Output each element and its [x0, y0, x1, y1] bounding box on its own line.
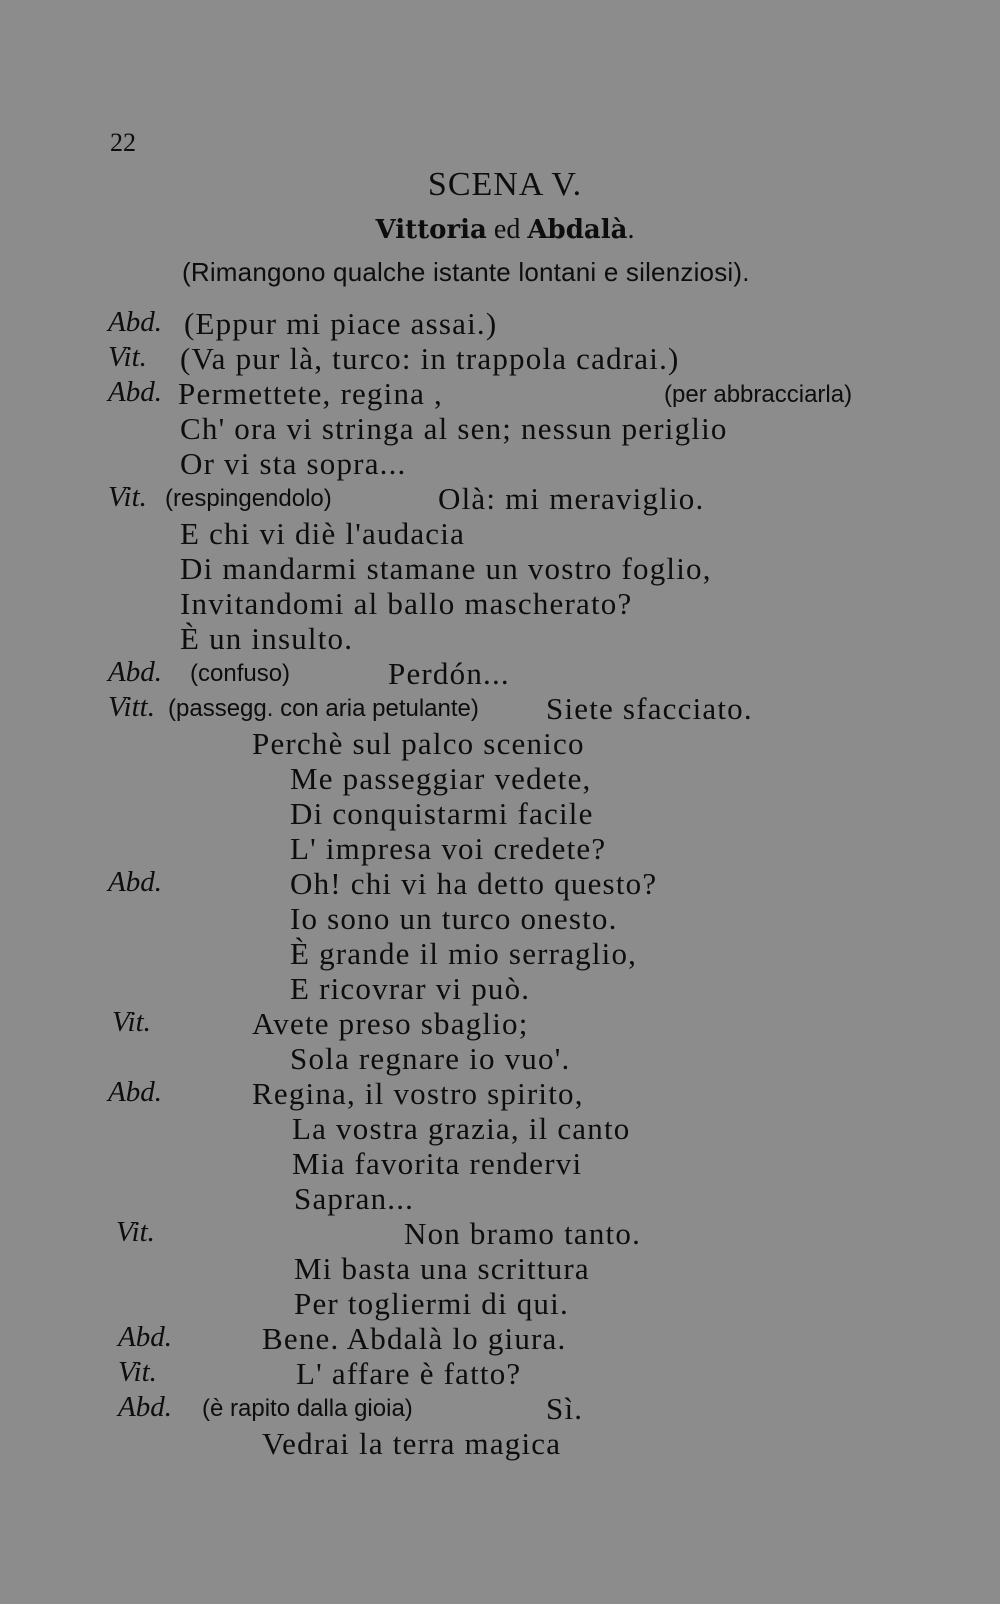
- stage-direction-inline: (respingendolo): [165, 485, 332, 512]
- verse-line: Invitandomi al ballo mascherato?: [180, 586, 633, 621]
- speaker: Vit.: [108, 481, 147, 513]
- verse-line: E ricovrar vi può.: [290, 971, 531, 1006]
- speaker: Abd.: [108, 1076, 162, 1108]
- scene-title: SCENA V.: [427, 166, 583, 203]
- speaker: Vit.: [108, 341, 147, 373]
- verse-line: Bene. Abdalà lo giura.: [262, 1321, 567, 1356]
- verse-line: Permettete, regina ,: [178, 376, 444, 411]
- speaker: Vit.: [112, 1006, 151, 1038]
- verse-line: Avete preso sbaglio;: [252, 1006, 529, 1041]
- page-number: 22: [110, 128, 136, 157]
- verse-line: Regina, il vostro spirito,: [252, 1076, 584, 1111]
- verse-line: La vostra grazia, il canto: [292, 1111, 631, 1146]
- verse-line: È grande il mio serraglio,: [290, 936, 638, 971]
- verse-line: Perchè sul palco scenico: [252, 726, 585, 761]
- verse-line: E chi vi diè l'audacia: [180, 516, 466, 551]
- verse-line: Vedrai la terra magica: [262, 1426, 562, 1461]
- verse-line: Mia favorita rendervi: [292, 1146, 583, 1181]
- speaker: Abd.: [108, 376, 162, 408]
- verse-line: Ch' ora vi stringa al sen; nessun periglio: [180, 411, 728, 446]
- speaker: Abd.: [108, 656, 162, 688]
- verse-line: È un insulto.: [180, 621, 354, 656]
- stage-direction-inline: (confuso): [190, 660, 291, 687]
- verse-line: L' affare è fatto?: [296, 1356, 522, 1391]
- speaker: Vit.: [116, 1216, 155, 1248]
- stage-direction-inline: (per abbracciarla): [664, 381, 853, 408]
- verse-line: Di mandarmi stamane un vostro foglio,: [180, 551, 712, 586]
- verse-line: Per togliermi di qui.: [294, 1286, 569, 1321]
- stage-direction-inline: (passegg. con aria petulante): [168, 695, 479, 722]
- stage-direction-inline: (è rapito dalla gioia): [202, 1395, 413, 1422]
- speaker: Vit.: [118, 1356, 157, 1388]
- verse-line: Or vi sta sopra...: [180, 446, 407, 481]
- characters-joiner: ed: [486, 214, 528, 245]
- verse-line: Sola regnare io vuo'.: [290, 1041, 571, 1076]
- verse-line: Io sono un turco onesto.: [290, 901, 618, 936]
- stage-direction: (Rimangono qualche istante lontani e silenziosi).: [182, 257, 750, 287]
- verse-line: Me passeggiar vedete,: [290, 761, 592, 796]
- verse-line: Oh! chi vi ha detto questo?: [290, 866, 658, 901]
- characters-end: .: [627, 214, 635, 245]
- speaker: Vitt.: [108, 691, 155, 723]
- speaker: Abd.: [108, 306, 162, 338]
- verse-line: Di conquistarmi facile: [290, 796, 594, 831]
- verse-line: Siete sfacciato.: [546, 691, 753, 726]
- speaker: Abd.: [108, 866, 162, 898]
- verse-line: Sì.: [546, 1391, 584, 1426]
- verse-line: (Eppur mi piace assai.): [184, 306, 498, 341]
- verse-line: Non bramo tanto.: [404, 1216, 642, 1251]
- verse-line: Perdón...: [388, 656, 510, 691]
- scene-characters: [0, 214, 1000, 246]
- speaker: Abd.: [118, 1391, 172, 1423]
- verse-line: L' impresa voi credete?: [290, 831, 607, 866]
- verse-line: Olà: mi meraviglio.: [438, 481, 705, 516]
- verse-line: Mi basta una scrittura: [294, 1251, 590, 1286]
- verse-line: Sapran...: [294, 1181, 415, 1216]
- character-abdala: Abdalà: [527, 215, 628, 245]
- speaker: Abd.: [118, 1321, 172, 1353]
- verse-line: (Va pur là, turco: in trappola cadrai.): [180, 341, 680, 376]
- character-vittoria: Vittoria: [375, 215, 487, 245]
